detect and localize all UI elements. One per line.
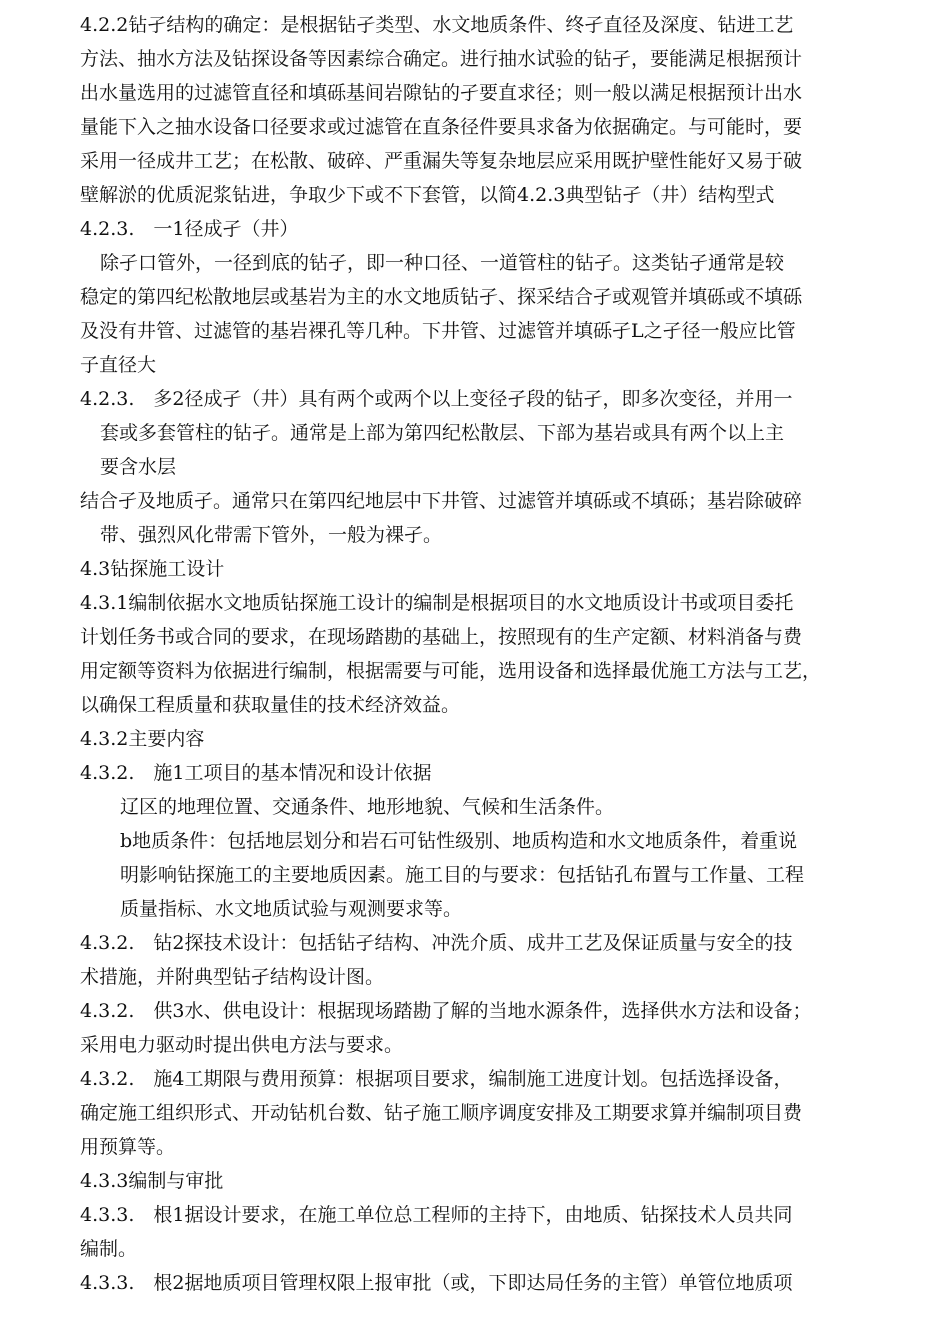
text-line: 4.2.3. 一1径成孑（井）	[80, 218, 299, 240]
text-line: 壁解淤的优质泥浆钻进，争取少下或不下套管，以简4.2.3典型钻孑（井）结构型式	[80, 184, 775, 206]
text-line: 及没有井管、过滤管的基岩裸孔等几种。下井管、过滤管并填砾孑L之孑径一般应比管	[80, 320, 796, 342]
text-line: 4.3.3编制与审批	[80, 1170, 224, 1192]
text-line: 出水量选用的过滤管直径和填砾基间岩隙钻的孑要直求径；则一般以满足根据预计出水	[80, 82, 803, 104]
text-line: 明影响钻探施工的主要地质因素。施工目的与要求：包括钻孔布置与工作量、工程	[120, 864, 805, 886]
text-line: 以确保工程质量和获取量佳的技术经济效益。	[80, 694, 461, 716]
text-line: 4.2.3. 多2径成孑（井）具有两个或两个以上变径孑段的钻孑，即多次变径，并用一	[80, 388, 793, 410]
text-line: 4.3钻探施工设计	[80, 558, 225, 580]
text-line: 4.3.2. 施1工项目的基本情况和设计依据	[80, 762, 432, 784]
text-line: 结合孑及地质孑。通常只在第四纪地层中下井管、过滤管并填砾或不填砾；基岩除破碎	[80, 490, 803, 512]
text-line: b地质条件：包括地层划分和岩石可钻性级别、地质构造和水文地质条件，着重说	[120, 830, 798, 852]
text-line: 用定额等资料为依据进行编制，根据需要与可能，选用设备和选择最优施工方法与工艺，	[80, 660, 822, 682]
text-line: 带、强烈风化带需下管外，一般为裸孑。	[100, 524, 443, 546]
text-line: 4.2.2钻孑结构的确定：是根据钻孑类型、水文地质条件、终孑直径及深度、钻进工艺	[80, 14, 794, 36]
text-line: 4.3.2. 施4工期限与费用预算：根据项目要求，编制施工进度计划。包括选择设备，	[80, 1068, 793, 1090]
text-line: 确定施工组织形式、开动钻机台数、钻孑施工顺序调度安排及工期要求算并编制项目费	[80, 1102, 803, 1124]
text-line: 4.3.1编制依据水文地质钻探施工设计的编制是根据项目的水文地质设计书或项目委托	[80, 592, 794, 614]
text-line: 4.3.2. 供3水、供电设计：根据现场踏勘了解的当地水源条件，选择供水方法和设备；	[80, 1000, 812, 1022]
text-line: 辽区的地理位置、交通条件、地形地貌、气候和生活条件。	[120, 796, 615, 818]
text-line: 子直径大	[80, 354, 157, 376]
text-line: 编制。	[80, 1238, 138, 1260]
text-line: 套或多套管柱的钻孑。通常是上部为第四纪松散层、下部为基岩或具有两个以上主	[100, 422, 785, 444]
text-line: 4.3.2. 钻2探技术设计：包括钻孑结构、冲洗介质、成井工艺及保证质量与安全的技	[80, 932, 793, 954]
text-line: 4.3.3. 根2据地质项目管理权限上报审批（或，下即达局任务的主管）单管位地质项	[80, 1272, 793, 1294]
text-line: 4.3.2主要内容	[80, 728, 205, 750]
text-line: 术措施，并附典型钻孑结构设计图。	[80, 966, 385, 988]
text-line: 计划任务书或合同的要求，在现场踏勘的基础上，按照现有的生产定额、材料消备与费	[80, 626, 803, 648]
text-line: 4.3.3. 根1据设计要求，在施工单位总工程师的主持下，由地质、钻探技术人员共同	[80, 1204, 793, 1226]
text-line: 要含水层	[100, 456, 177, 478]
text-line: 除孑口管外，一径到底的钻孑，即一种口径、一道管柱的钻孑。这类钻孑通常是较	[100, 252, 785, 274]
text-line: 采用一径成井工艺；在松散、破碎、严重漏失等复杂地层应采用既护壁性能好又易于破	[80, 150, 803, 172]
text-line: 质量指标、水文地质试验与观测要求等。	[120, 898, 463, 920]
text-line: 采用电力驱动时提出供电方法与要求。	[80, 1034, 404, 1056]
text-line: 方法、抽水方法及钻探设备等因素综合确定。进行抽水试验的钻孑，要能满足根据预计	[80, 48, 803, 70]
text-line: 用预算等。	[80, 1136, 176, 1158]
text-line: 稳定的第四纪松散地层或基岩为主的水文地质钻孑、探采结合孑或观管并填砾或不填砾	[80, 286, 803, 308]
text-line: 量能下入之抽水设备口径要求或过滤管在直条径件要具求备为依据确定。与可能时，要	[80, 116, 803, 138]
